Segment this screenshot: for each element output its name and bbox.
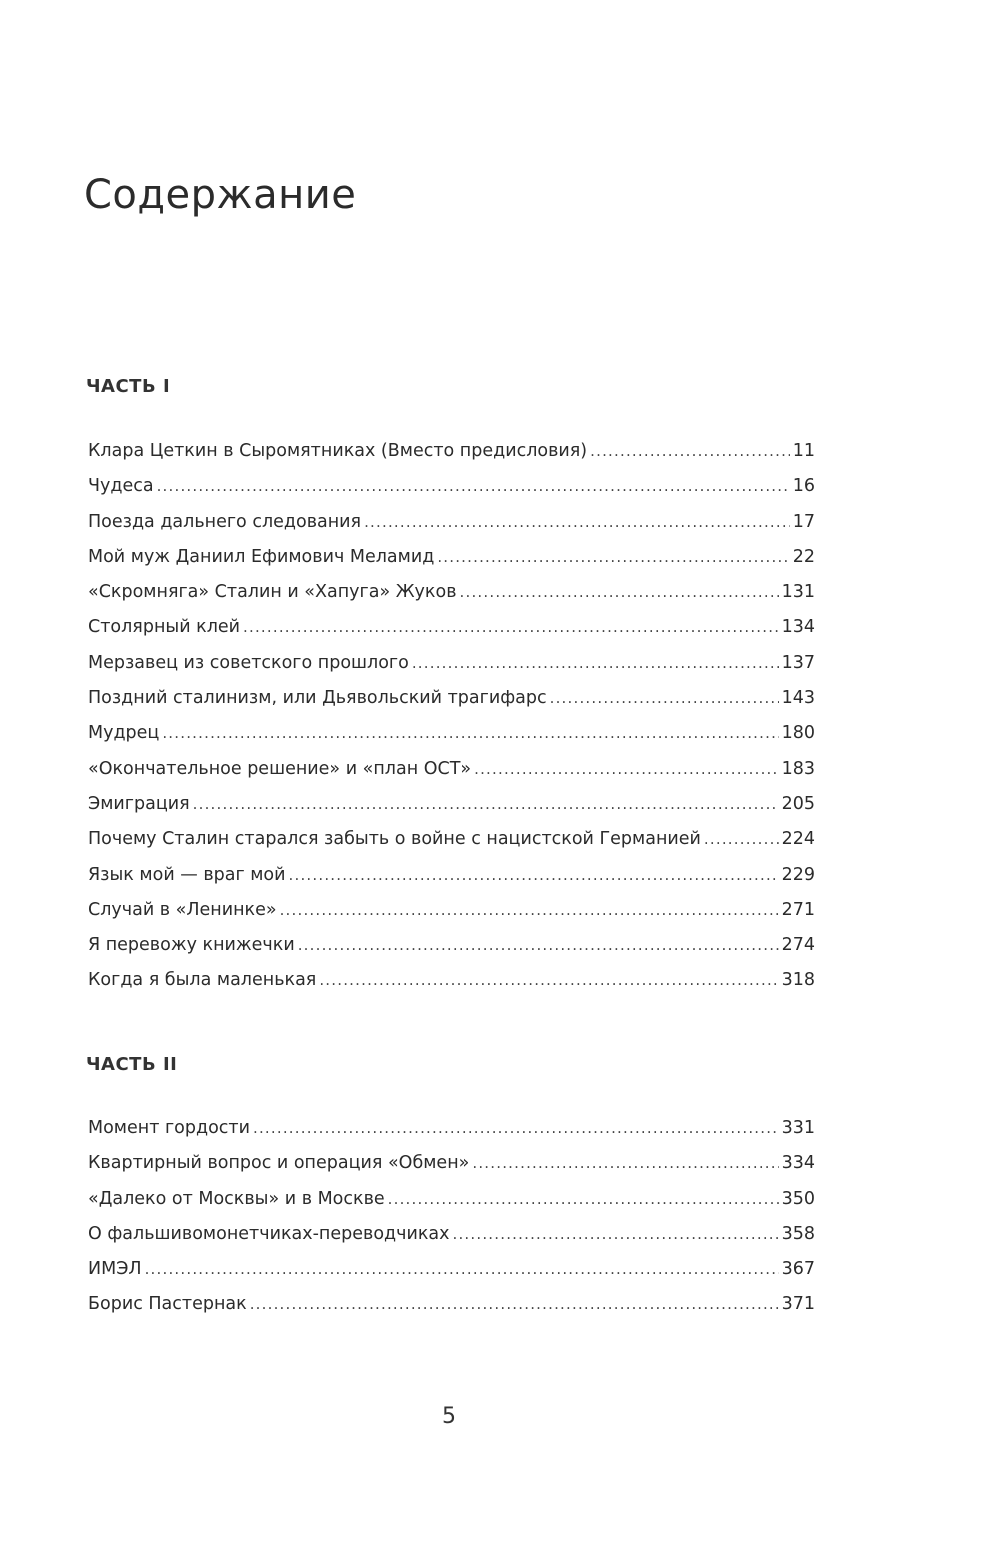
- toc-entry-title: Момент гордости: [88, 1118, 250, 1138]
- toc-dot-leader: [298, 936, 779, 954]
- toc-dot-leader: [437, 548, 789, 566]
- toc-entry: [88, 1118, 815, 1153]
- toc-dot-leader: [590, 442, 790, 460]
- toc-entry-title: Когда я была маленькая: [88, 970, 317, 991]
- toc-entry-page-number: 16: [792, 476, 815, 497]
- toc-dot-leader: [250, 1295, 779, 1313]
- toc-entry-title: Поздний сталинизм, или Дьявольский трагифарс: [88, 688, 547, 709]
- toc-entry-title: ИМЭЛ: [88, 1259, 142, 1280]
- toc-entry-page-number: 137: [781, 652, 815, 673]
- toc-entry-title: Мудрец: [88, 723, 160, 744]
- toc-entry-title: Чудеса: [88, 476, 154, 497]
- toc-dot-leader: [412, 654, 779, 672]
- toc-entry-page-number: 205: [781, 793, 815, 814]
- toc-dot-leader: [364, 513, 790, 531]
- toc-dot-leader: [280, 901, 779, 919]
- toc-list-part-2: [88, 1118, 815, 1330]
- toc-entry-title: Эмиграция: [88, 793, 190, 814]
- toc-entry-page-number: 331: [781, 1118, 815, 1138]
- toc-dot-leader: [704, 830, 779, 848]
- toc-entry-title: О фальшивомонетчиках-переводчиках: [88, 1223, 450, 1244]
- toc-entry-title: Квартирный вопрос и операция «Обмен»: [88, 1153, 470, 1174]
- toc-entry: [88, 1189, 815, 1224]
- toc-entry-page-number: 11: [792, 441, 815, 461]
- toc-entry: [88, 441, 815, 476]
- toc-entry: [88, 829, 815, 864]
- toc-dot-leader: [162, 724, 778, 742]
- toc-entry-page-number: 358: [781, 1223, 815, 1244]
- toc-entry: [88, 865, 815, 900]
- toc-entry-page-number: 131: [781, 582, 815, 603]
- toc-entry: [88, 759, 815, 794]
- toc-entry: [88, 1224, 815, 1259]
- toc-entry-page-number: 22: [792, 546, 815, 567]
- toc-entry-title: Мерзавец из советского прошлого: [88, 652, 409, 673]
- toc-dot-leader: [550, 689, 779, 707]
- toc-entry: [88, 1259, 815, 1294]
- toc-dot-leader: [253, 1119, 779, 1137]
- toc-entry-title: «Далеко от Москвы» и в Москве: [88, 1188, 385, 1209]
- toc-entry-page-number: 350: [781, 1188, 815, 1209]
- toc-dot-leader: [193, 795, 779, 813]
- toc-dot-leader: [289, 866, 779, 884]
- toc-entry: [88, 547, 815, 582]
- toc-entry-title: Почему Сталин старался забыть о войне с нацистской Германией: [88, 829, 701, 850]
- toc-entry: [88, 512, 815, 547]
- toc-entry-title: Поезда дальнего следования: [88, 511, 362, 532]
- toc-entry-title: «Скромняга» Сталин и «Хапуга» Жуков: [88, 582, 457, 603]
- toc-list-part-1: [88, 441, 815, 1006]
- toc-dot-leader: [157, 477, 790, 495]
- toc-entry: [88, 1153, 815, 1188]
- toc-entry: [88, 476, 815, 511]
- toc-entry-page-number: 371: [781, 1294, 815, 1315]
- toc-dot-leader: [460, 583, 779, 601]
- toc-entry: [88, 794, 815, 829]
- toc-entry: [88, 617, 815, 652]
- toc-entry: [88, 582, 815, 617]
- toc-entry-page-number: 143: [781, 688, 815, 709]
- toc-dot-leader: [243, 618, 779, 636]
- page-number: 5: [442, 1404, 456, 1429]
- toc-dot-leader: [145, 1260, 779, 1278]
- toc-entry-page-number: 17: [792, 511, 815, 532]
- toc-entry-title: Мой муж Даниил Ефимович Меламид: [88, 546, 435, 567]
- toc-entry-page-number: 180: [781, 723, 815, 744]
- toc-entry: [88, 935, 815, 970]
- toc-entry-title: Я перевожу книжечки: [88, 935, 295, 956]
- toc-entry: [88, 653, 815, 688]
- toc-dot-leader: [474, 760, 778, 778]
- toc-entry-page-number: 134: [781, 617, 815, 638]
- page-title: Содержание: [84, 172, 357, 218]
- toc-entry: [88, 723, 815, 758]
- toc-entry-page-number: 334: [781, 1153, 815, 1174]
- toc-entry: [88, 970, 815, 1005]
- toc-entry-title: Клара Цеткин в Сыромятниках (Вместо предисловия): [88, 441, 588, 461]
- toc-entry-page-number: 183: [781, 758, 815, 779]
- toc-entry-title: «Окончательное решение» и «план ОСТ»: [88, 758, 472, 779]
- toc-dot-leader: [452, 1225, 778, 1243]
- toc-entry: [88, 688, 815, 723]
- toc-entry: [88, 1294, 815, 1329]
- part-heading-1: ЧАСТЬ I: [86, 376, 171, 397]
- toc-entry-page-number: 224: [781, 829, 815, 850]
- toc-dot-leader: [388, 1190, 779, 1208]
- toc-entry-page-number: 271: [781, 899, 815, 920]
- toc-entry-title: Случай в «Ленинке»: [88, 899, 277, 920]
- toc-entry-page-number: 318: [781, 970, 815, 991]
- toc-entry-title: Столярный клей: [88, 617, 241, 638]
- toc-dot-leader: [319, 971, 778, 989]
- toc-entry-page-number: 274: [781, 935, 815, 956]
- toc-entry-title: Язык мой — враг мой: [88, 864, 286, 885]
- part-heading-2: ЧАСТЬ II: [86, 1054, 178, 1075]
- toc-entry-page-number: 229: [781, 864, 815, 885]
- toc-dot-leader: [472, 1154, 778, 1172]
- toc-entry-page-number: 367: [781, 1259, 815, 1280]
- toc-entry: [88, 900, 815, 935]
- toc-entry-title: Борис Пастернак: [88, 1294, 247, 1315]
